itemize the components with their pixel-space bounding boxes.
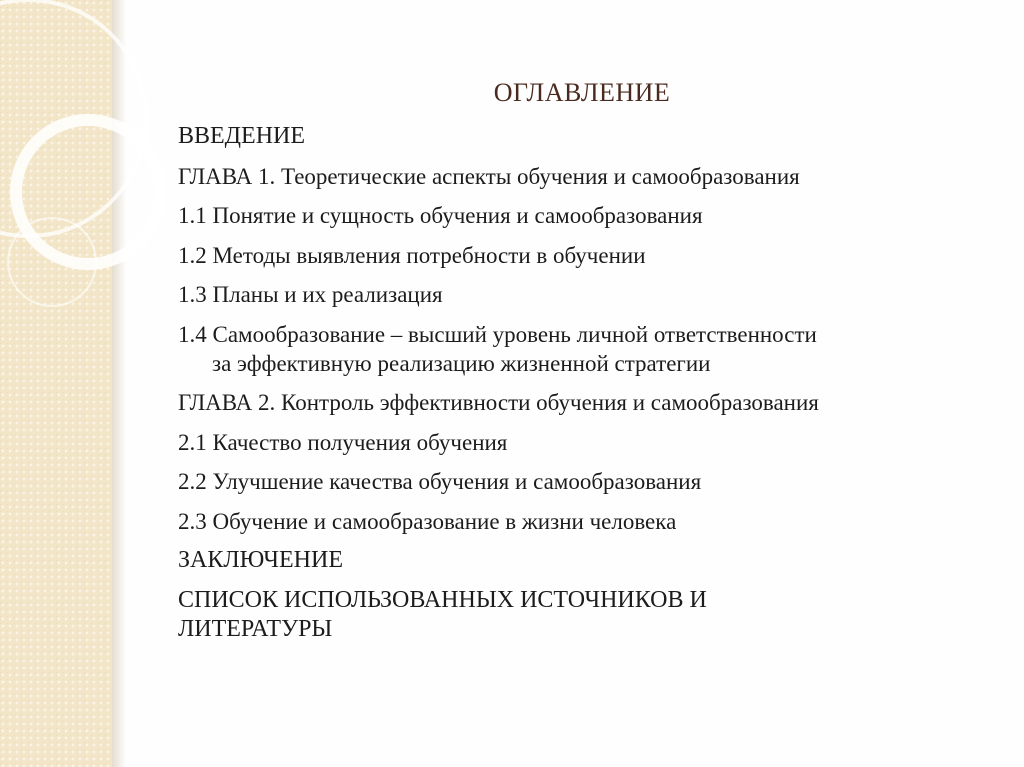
table-of-contents xyxy=(178,122,998,654)
toc-item-label: 2.3 Обучение и самообразование в жизни человека xyxy=(178,508,677,534)
toc-item-chapter2 xyxy=(178,388,998,417)
page-title: ОГЛАВЛЕНИЕ xyxy=(493,78,671,107)
toc-item-label-continued: за эффективную реализацию жизненной стратегии xyxy=(212,350,711,376)
toc-item-label: ЗАКЛЮЧЕНИЕ xyxy=(178,547,343,573)
toc-item-label: 1.4 Самообразование – высший уровень личной ответственности xyxy=(178,321,817,347)
toc-item-label: 1.3 Планы и их реализация xyxy=(178,282,443,307)
toc-item-conclusion xyxy=(178,546,998,575)
toc-item-label: 1.1 Понятие и сущность обучения и самообразования xyxy=(178,203,703,228)
toc-item-label: 1.2 Методы выявления потребности в обучении xyxy=(178,242,646,268)
toc-item-label: ГЛАВА 1. Теоретические аспекты обучения и самообразования xyxy=(178,163,800,189)
toc-item-label: 2.1 Качество получения обучения xyxy=(178,429,508,455)
toc-item-chapter1 xyxy=(178,162,998,191)
toc-item-2-1 xyxy=(178,428,998,457)
toc-item-references xyxy=(178,586,998,644)
toc-item-2-3 xyxy=(178,507,998,536)
toc-item-label: ГЛАВА 2. Контроль эффективности обучения и самообразования xyxy=(178,390,819,415)
toc-item-1-3 xyxy=(178,280,998,309)
toc-item-1-1 xyxy=(178,201,998,230)
toc-item-1-4 xyxy=(178,320,998,378)
toc-item-label-continued: ЛИТЕРАТУРЫ xyxy=(178,615,333,642)
toc-item-label: СПИСОК ИСПОЛЬЗОВАННЫХ ИСТОЧНИКОВ И xyxy=(178,586,707,613)
toc-item-intro xyxy=(178,122,998,151)
toc-item-2-2 xyxy=(178,467,998,496)
side-panel-shadow xyxy=(112,0,126,767)
toc-item-label: ВВЕДЕНИЕ xyxy=(178,123,306,149)
toc-item-1-2 xyxy=(178,241,998,270)
toc-item-label: 2.2 Улучшение качества обучения и самообразования xyxy=(178,469,702,494)
decorative-side-panel xyxy=(0,0,112,767)
